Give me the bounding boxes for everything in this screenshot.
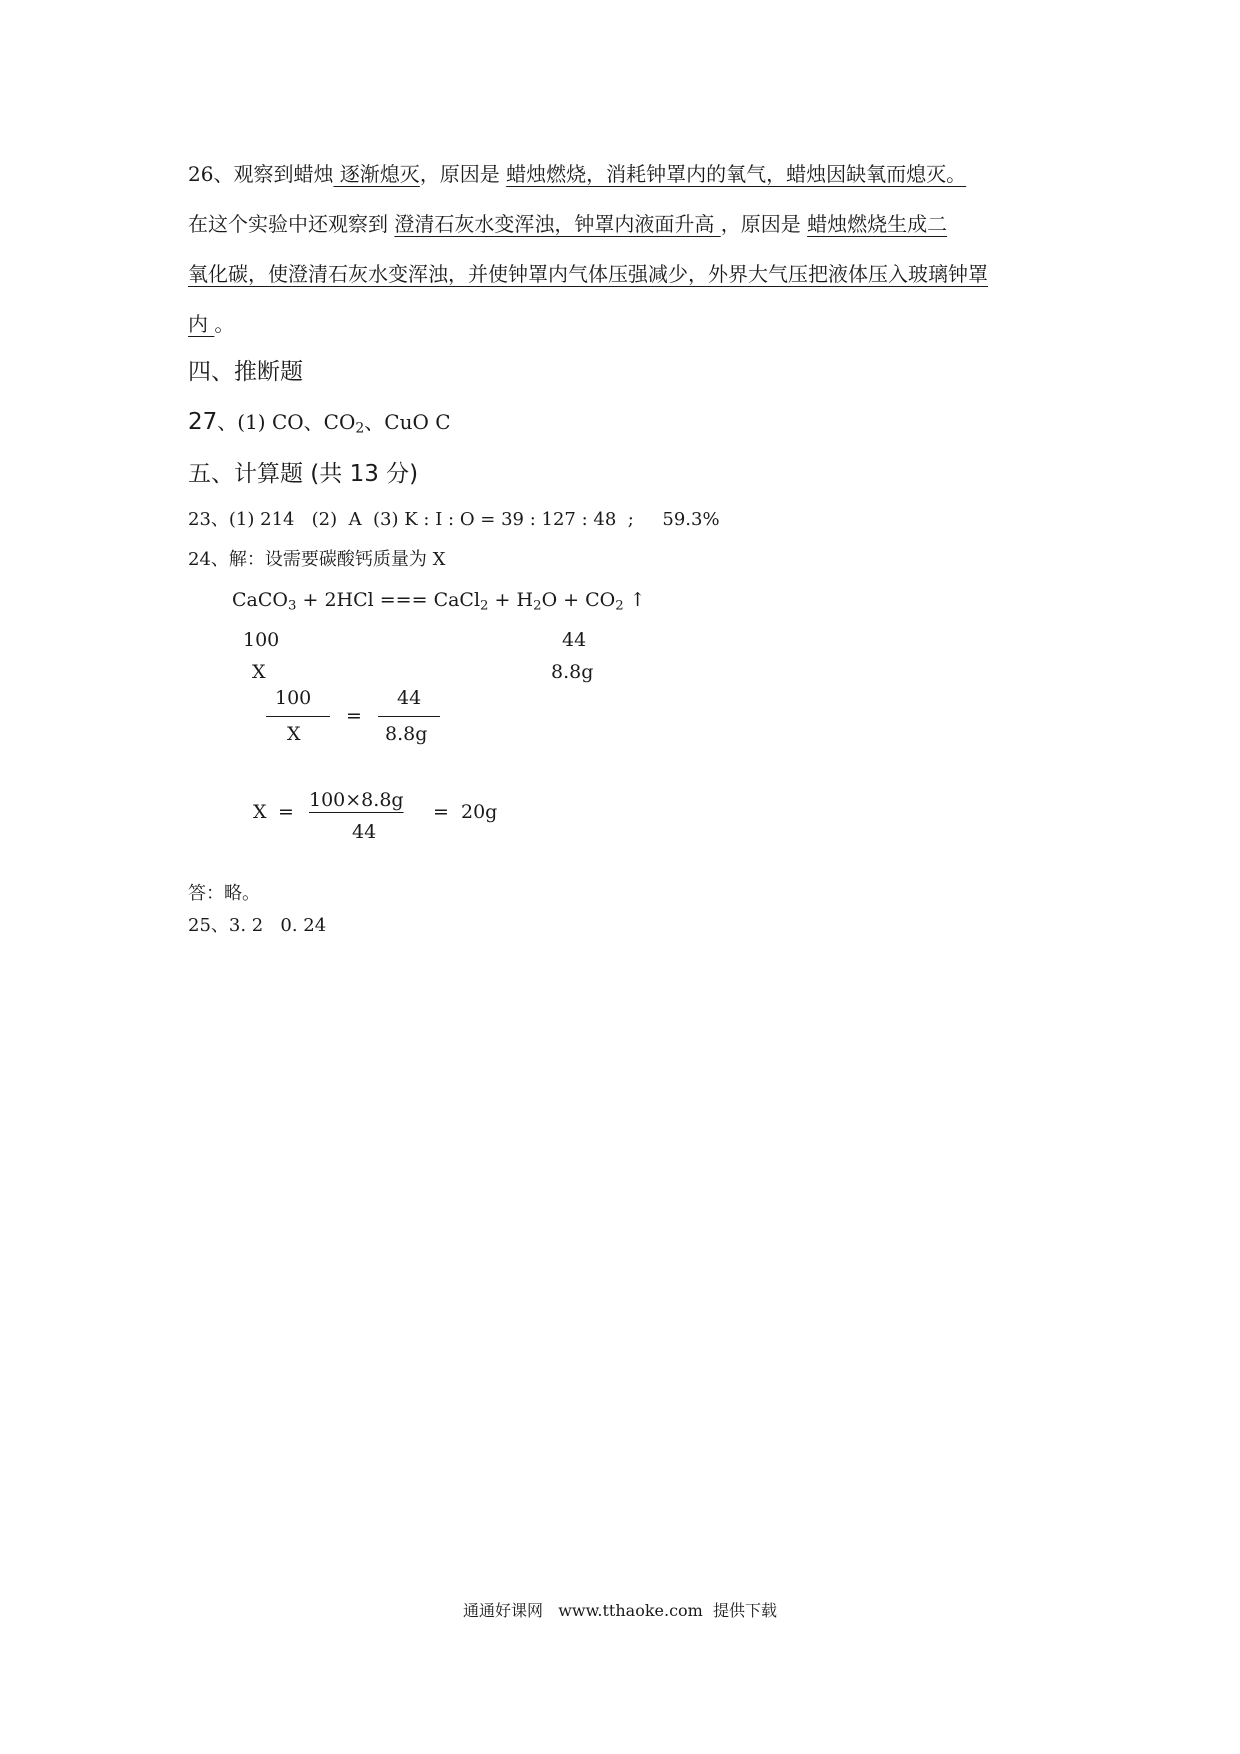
q26-line-4: [188, 310, 234, 338]
solve-x: X: [253, 801, 267, 823]
equation-subscript: 2: [480, 598, 489, 614]
mass-caco3: 100: [243, 629, 280, 651]
solve-denominator: 44: [352, 821, 377, 843]
ratio-numerator-right: 44: [397, 687, 422, 709]
q27-text: 、CuO C: [364, 410, 451, 434]
q24-intro: 24、解：设需要碳酸钙质量为 X: [188, 549, 446, 570]
q25-answer: 25、3. 2 0. 24: [188, 915, 327, 936]
section-heading-calculation: 五、计算题 (共 13 分): [188, 461, 419, 487]
q26-answer-blank-2: 蜡烛燃烧，消耗钟罩内的氧气，蜡烛因缺氧而熄灭。: [506, 162, 967, 186]
solve-numerator: 100×8.8g: [309, 789, 404, 811]
q27-answer: [188, 408, 451, 443]
mass-co2: 44: [562, 629, 587, 651]
q26-answer-blank-3: 澄清石灰水变浑浊，钟罩内液面升高: [394, 212, 721, 236]
q24-chemical-equation: [232, 588, 646, 618]
q26-answer-blank-4-end: 内: [188, 312, 215, 336]
q26-text: 。: [214, 312, 235, 336]
q26-answer-blank-4: 蜡烛燃烧生成二: [807, 212, 948, 236]
q26-line-3: [188, 260, 988, 288]
fraction-bar-left: [266, 716, 330, 717]
page-footer: 通通好课网 www.tthaoke.com 提供下载: [462, 1601, 778, 1620]
q26-answer-blank-1: 逐渐熄灭: [333, 162, 420, 186]
solve-equals-1: =: [278, 801, 294, 823]
q24-answer: 答：略。: [188, 883, 260, 904]
equation-subscript: 3: [287, 598, 297, 614]
q27-subscript: 2: [355, 420, 365, 437]
q26-text: 26、观察到蜡烛: [188, 162, 334, 186]
q26-answer-blank-4-cont: 氧化碳，使澄清石灰水变浑浊，并使钟罩内气体压强减少，外界大气压把液体压入玻璃钟罩: [188, 262, 988, 286]
q23-answer: 23、(1) 214 (2) A (3) K : I : O = 39 : 127 : 48 ; 59.3%: [188, 509, 720, 530]
q26-text: 在这个实验中还观察到: [188, 212, 395, 236]
q27-number: 27: [188, 409, 218, 435]
ratio-denominator-right: 8.8g: [385, 723, 428, 745]
equation-part: + 2HCl === CaCl: [296, 589, 481, 611]
given-co2: 8.8g: [551, 661, 594, 683]
up-arrow-icon: ↑: [623, 589, 646, 611]
equation-subscript: 2: [615, 598, 624, 614]
equation-part: O + CO: [541, 589, 616, 611]
q26-line-2: [188, 210, 947, 238]
q26-text: ，原因是: [419, 162, 507, 186]
ratio-numerator-left: 100: [275, 687, 312, 709]
unknown-x: X: [252, 661, 266, 683]
ratio-equals: =: [346, 705, 362, 727]
equation-part: + H: [488, 589, 534, 611]
q27-text: 、(1) CO、CO: [217, 410, 356, 434]
section-heading-inference: 四、推断题: [188, 359, 303, 385]
equation-part: CaCO: [232, 589, 288, 611]
q26-line-1: [188, 160, 966, 188]
fraction-bar-right: [378, 716, 440, 717]
ratio-denominator-left: X: [287, 723, 301, 745]
equation-subscript: 2: [533, 598, 542, 614]
solve-result: 20g: [461, 801, 498, 823]
q26-text: ，原因是: [720, 212, 808, 236]
solve-equals-2: =: [433, 801, 449, 823]
